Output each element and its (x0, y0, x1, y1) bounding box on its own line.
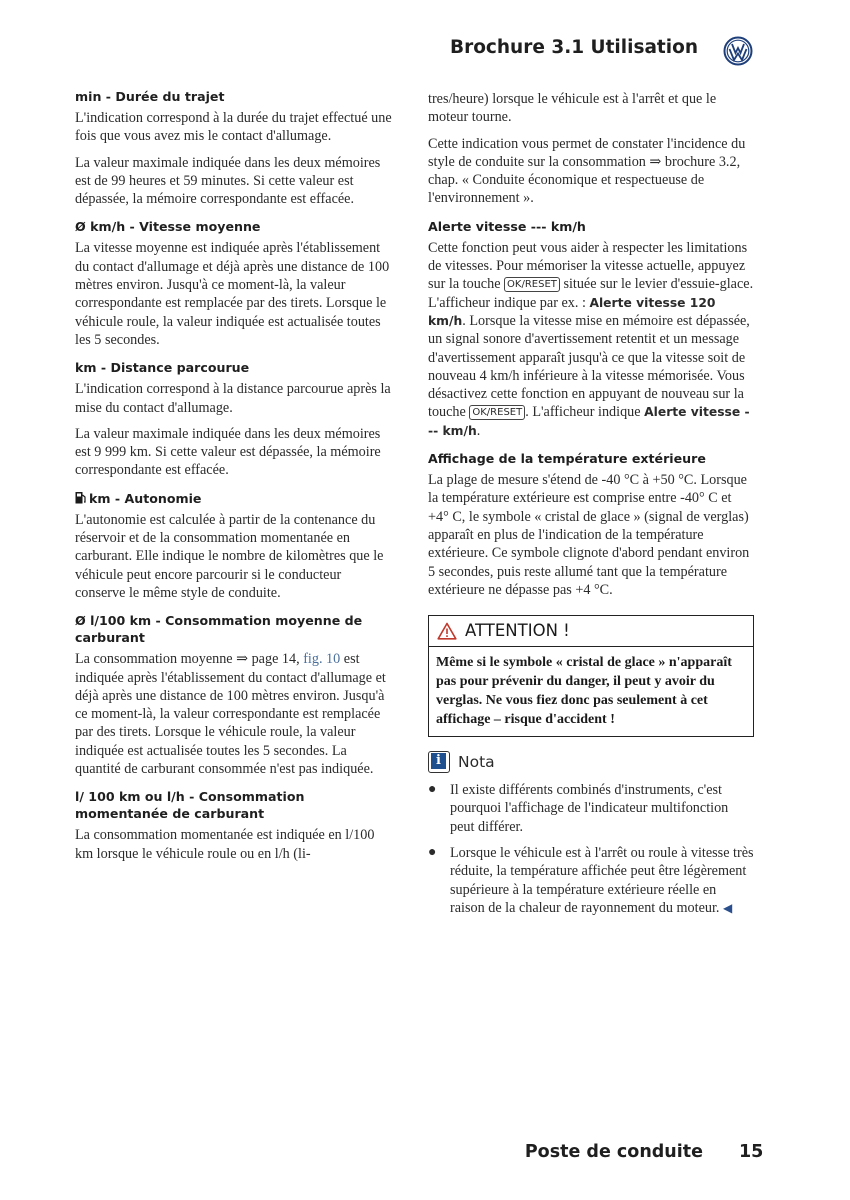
text: est indiquée après l'établissement du contact d'allumage et déjà après une distance de 100 mètres environ. Jusqu'à ce moment-là, la valeur correspondante est remplacée par des tirets. Lorsque le véhicule roule, la valeur indiquée est actualisée toutes les 5 secondes. La quantité de carburant consommée n'est pas indiquée. (75, 651, 386, 778)
text: Cette fonction peut vous aider à respecter les limitations de vitesses. Pour mémoriser la vitesse actuelle, appuyez sur la touche (428, 239, 748, 293)
page-footer (0, 1142, 850, 1170)
section-average-speed (75, 218, 393, 349)
bullet-icon: ● (428, 782, 437, 798)
nota-title: Nota (458, 752, 495, 771)
list-item-body (450, 844, 754, 917)
section-title: Alerte vitesse --- km/h (428, 218, 586, 234)
list-item-text: Lorsque le véhicule est à l'arrêt ou roule à vitesse très réduite, la température affichée peut être légèrement supérieure à la température extérieure réelle en raison de la chaleur de rayonnement du moteur. (450, 845, 754, 916)
section-outside-temperature (428, 450, 754, 599)
list-item (428, 844, 754, 917)
text: située sur le levier d'essuie-glace. L'afficheur indique par ex. : (428, 276, 754, 311)
paragraph: La consommation momentanée est indiquée en l/100 km lorsque le véhicule roule ou en l/h (li- (75, 827, 375, 862)
ok-reset-key: OK/RESET (469, 405, 525, 420)
attention-title: ATTENTION ! (465, 620, 570, 640)
paragraph: La valeur maximale indiquée dans les deux mémoires est 9 999 km. Si cette valeur est dépassée, la mémoire correspondante est effacée. (75, 425, 381, 479)
section-title: l/ 100 km ou l/h - Consommation momentanée de carburant (75, 789, 305, 822)
paragraph (428, 239, 754, 440)
paragraph (75, 650, 393, 778)
list-item (428, 781, 754, 836)
left-column (75, 88, 393, 873)
section-title: Ø l/100 km - Consommation moyenne de carburant (75, 613, 363, 646)
attention-header (429, 616, 753, 647)
text: . L'afficheur indique (525, 404, 645, 421)
attention-text: Même si le symbole « cristal de glace » n'apparaît pas pour prévenir du danger, il peut y avoir du verglas. Ne vous fiez donc pas seulement à cet affichage – risque d'accident ! (436, 655, 732, 728)
nota-header (428, 751, 754, 773)
bullet-icon: ● (428, 845, 437, 861)
display-message: Alerte vitesse --- km/h (428, 405, 750, 438)
page-header (0, 36, 850, 68)
section-title: Ø km/h - Vitesse moyenne (75, 219, 261, 235)
section-speed-warning (428, 218, 754, 440)
section-range (75, 490, 393, 602)
paragraph: La plage de mesure s'étend de -40 °C à +50 °C. Lorsque la température extérieure est comprise entre -40° C et +4° C, le symbole « cristal de glace » (signal de verglas) apparaît en plus de l'indication de la température extérieure. Ce symbole clignote d'abord pendant environ 5 secondes, puis reste allumé tant que la température extérieure ne dépasse pas +4 °C. (428, 472, 750, 598)
text: La consommation moyenne ⇒ page 14, (75, 651, 304, 668)
section-title (75, 490, 393, 507)
section-continued (428, 90, 754, 208)
paragraph: Cette indication vous permet de constater l'incidence du style de conduite sur la consommation ⇒ brochure 3.2, chap. « Conduite économique et respectueuse de l'environnement ». (428, 135, 746, 207)
right-column (428, 90, 754, 925)
section-trip-duration (75, 88, 393, 208)
section-distance (75, 359, 393, 479)
list-item-text: Il existe différents combinés d'instruments, c'est pourquoi l'affichage de l'indicateur multifonction peut différer. (450, 782, 729, 835)
section-title: min - Durée du trajet (75, 89, 225, 104)
info-icon (428, 751, 450, 773)
paragraph: L'indication correspond à la distance parcourue après la mise du contact d'allumage. (75, 381, 391, 416)
section-title-text: km - Autonomie (89, 490, 202, 506)
section-instant-consumption (75, 788, 393, 863)
ok-reset-key: OK/RESET (504, 277, 560, 292)
end-of-section-icon: ◀ (723, 900, 733, 915)
fuel-pump-icon (75, 491, 86, 504)
page-number: 15 (739, 1142, 764, 1162)
text: . Lorsque la vitesse mise en mémoire est dépassée, un signal sonore d'avertissement retentit et un message d'avertissement apparaît jusqu'à ce que la vitesse soit de nouveau 4 km/h inférieure à la vitesse mémorisée. Vous désactivez cette fonction en appuyant de nouveau sur la touche (428, 312, 750, 421)
text: . (476, 422, 481, 439)
footer-section-title: Poste de conduite (524, 1142, 703, 1162)
section-title: km - Distance parcourue (75, 360, 250, 376)
section-title: Affichage de la température extérieure (428, 451, 706, 467)
page-title: Brochure 3.1 Utilisation (449, 37, 698, 58)
paragraph: La valeur maximale indiquée dans les deux mémoires est de 99 heures et 59 minutes. Si cette valeur est dépassée, la mémoire correspondante est effacée. (75, 154, 381, 208)
paragraph: L'indication correspond à la durée du trajet effectué une fois que vous avez mis le contact d'allumage. (75, 110, 392, 145)
paragraph: tres/heure) lorsque le véhicule est à l'arrêt et que le moteur tourne. (428, 91, 717, 126)
vw-logo-icon (723, 36, 753, 66)
attention-box (428, 615, 754, 737)
paragraph: L'autonomie est calculée à partir de la contenance du réservoir et de la consommation momentanée en carburant. Elle indique le nombre de kilomètres que le véhicule peut encore parcourir si le conducteur conserve le même style de conduite. (75, 511, 384, 601)
paragraph: La vitesse moyenne est indiquée après l'établissement du contact d'allumage et déjà après une distance de 100 mètres environ. Jusqu'à ce moment-là, la valeur correspondante est remplacée par des tirets. Lorsque le véhicule roule, la valeur indiquée est actualisée toutes les 5 secondes. (75, 240, 390, 348)
display-message: Alerte vitesse 120 km/h (428, 295, 716, 328)
section-average-consumption (75, 612, 393, 778)
warning-triangle-icon (437, 622, 457, 640)
figure-link[interactable]: fig. 10 (303, 651, 341, 668)
